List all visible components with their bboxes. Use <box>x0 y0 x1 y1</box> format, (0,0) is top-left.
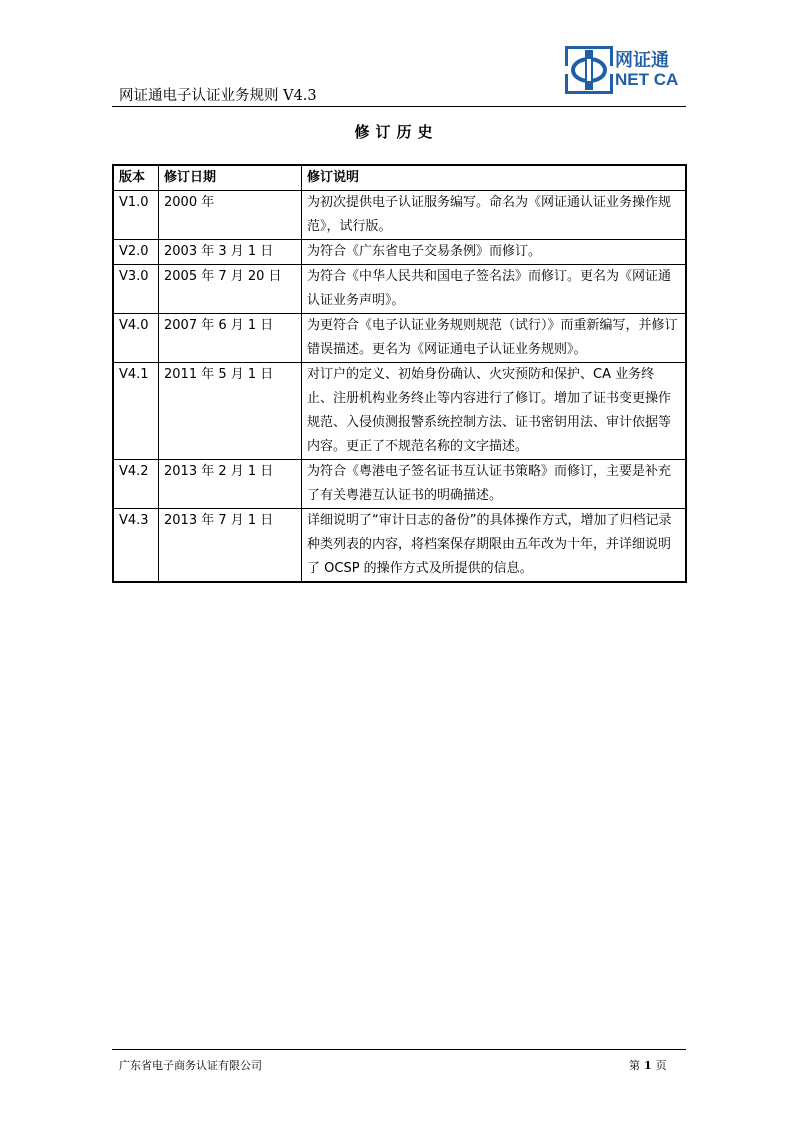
header-title: 网证通电子认证业务规则 V4.3 <box>119 88 317 104</box>
footer-divider <box>112 1049 686 1050</box>
logo-chinese-text: 网证通 <box>615 50 669 71</box>
row-date: 2000 年 <box>159 191 302 240</box>
revision-history-table <box>112 164 687 583</box>
row-version: V1.0 <box>113 191 159 240</box>
table-header-row <box>113 165 686 191</box>
row-version: V2.0 <box>113 240 159 265</box>
section-title: 修订历史 <box>354 123 439 141</box>
row-date: 2013 年 2 月 1 日 <box>159 460 302 509</box>
row-date: 2005 年 7 月 20 日 <box>159 265 302 314</box>
table-row <box>113 314 686 363</box>
row-date: 2013 年 7 月 1 日 <box>159 509 302 583</box>
row-description: 为初次提供电子认证服务编写。命名为《网证通认证业务操作规范》，试行版。 <box>302 191 687 240</box>
row-date: 2011 年 5 月 1 日 <box>159 363 302 460</box>
table-row <box>113 265 686 314</box>
row-description: 为符合《广东省电子交易条例》而修订。 <box>302 240 687 265</box>
table-row <box>113 460 686 509</box>
row-version: V3.0 <box>113 265 159 314</box>
page-suffix: 页 <box>655 1059 667 1072</box>
row-version: V4.0 <box>113 314 159 363</box>
row-description: 对订户的定义、初始身份确认、火灾预防和保护、CA 业务终止、注册机构业务终止等内容进行了修订。增加了证书变更操作规范、入侵侦测报警系统控制方法、证书密钥用法、审计依据等内容。更正了不规范名称的文字描述。 <box>302 363 687 460</box>
header-version: 版本 <box>113 165 159 191</box>
header-divider <box>112 106 686 107</box>
table-row <box>113 363 686 460</box>
table-row <box>113 191 686 240</box>
netca-logo-icon <box>565 46 613 94</box>
netca-logo <box>565 46 679 98</box>
row-date: 2007 年 6 月 1 日 <box>159 314 302 363</box>
row-description: 详细说明了“审计日志的备份”的具体操作方式，增加了归档记录种类列表的内容，将档案保存期限由五年改为十年，并详细说明了 OCSP 的操作方式及所提供的信息。 <box>302 509 687 583</box>
page-number: 1 <box>644 1059 652 1072</box>
footer-page-indicator <box>629 1057 667 1073</box>
row-version: V4.2 <box>113 460 159 509</box>
row-description: 为符合《粤港电子签名证书互认证书策略》而修订，主要是补充了有关粤港互认证书的明确描述。 <box>302 460 687 509</box>
row-description: 为符合《中华人民共和国电子签名法》而修订。更名为《网证通认证业务声明》。 <box>302 265 687 314</box>
row-description: 为更符合《电子认证业务规则规范（试行）》而重新编写，并修订错误描述。更名为《网证通电子认证业务规则》。 <box>302 314 687 363</box>
row-version: V4.1 <box>113 363 159 460</box>
table-row <box>113 240 686 265</box>
row-date: 2003 年 3 月 1 日 <box>159 240 302 265</box>
header-date: 修订日期 <box>159 165 302 191</box>
footer-company: 广东省电子商务认证有限公司 <box>119 1059 262 1072</box>
page-prefix: 第 <box>629 1059 640 1072</box>
table-row <box>113 509 686 583</box>
header-description: 修订说明 <box>302 165 687 191</box>
row-version: V4.3 <box>113 509 159 583</box>
logo-english-text: NET CA <box>615 70 679 89</box>
